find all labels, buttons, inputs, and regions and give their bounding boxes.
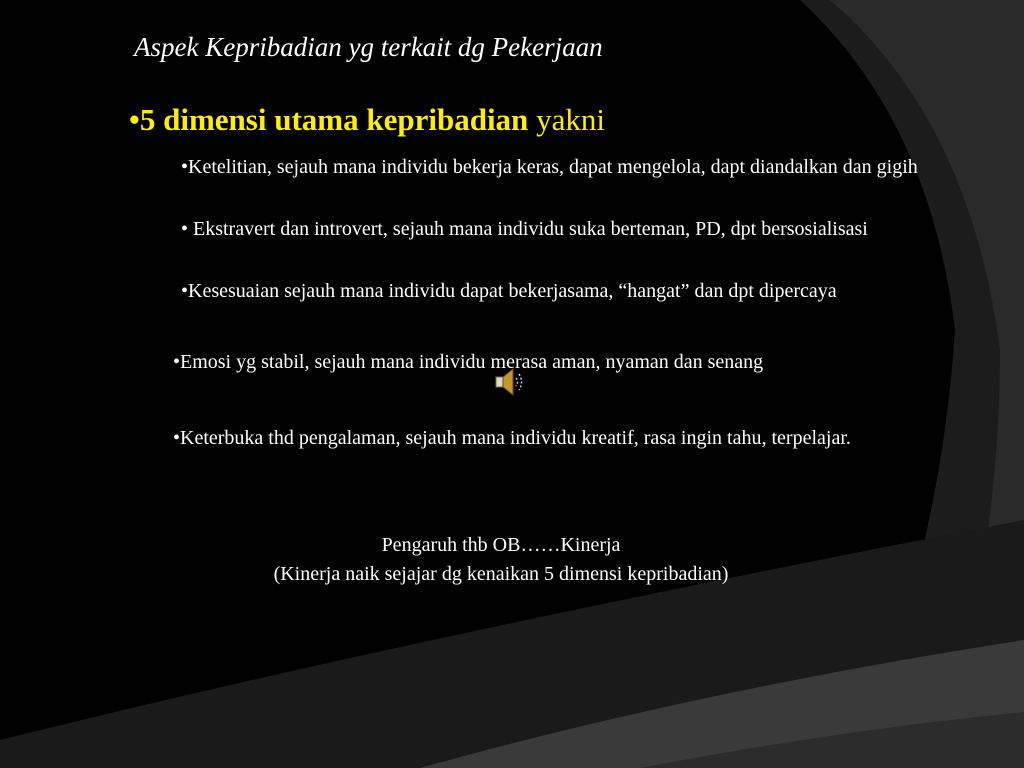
speaker-icon-wave-2 [519,374,522,390]
speaker-icon[interactable] [493,366,527,398]
list-item-ketelitian: •Ketelitian, sejauh mana individu bekerja keras, dapat mengelola, dapt diandalkan dan gigih [181,156,918,178]
footer-note [150,531,852,589]
speaker-icon-wave-1 [516,378,518,386]
list-item-keterbuka: •Keterbuka thd pengalaman, sejauh mana individu kreatif, rasa ingin tahu, terpelajar. [173,427,851,449]
list-item-ekstravert: • Ekstravert dan introvert, sejauh mana individu suka berteman, PD, dpt bersosialisasi [181,218,868,240]
speaker-icon-cone [503,369,513,395]
list-item-emosi: •Emosi yg stabil, sejauh mana individu merasa aman, nyaman dan senang [173,351,764,373]
heading-bold-text: 5 dimensi utama kepribadian [139,102,529,137]
speaker-icon-body [496,377,503,387]
list-item-kesesuaian: •Kesesuaian sejauh mana individu dapat bekerjasama, “hangat” dan dpt dipercaya [181,280,837,302]
heading-bullet: • [129,102,140,137]
slide-title: Aspek Kepribadian yg terkait dg Pekerjaan [134,32,603,62]
section-heading [129,100,605,140]
heading-normal-text: yakni [528,102,605,137]
footer-line-1: Pengaruh thb OB……Kinerja [381,534,621,556]
footer-line-2: (Kinerja naik sejajar dg kenaikan 5 dimensi kepribadian) [273,563,729,585]
